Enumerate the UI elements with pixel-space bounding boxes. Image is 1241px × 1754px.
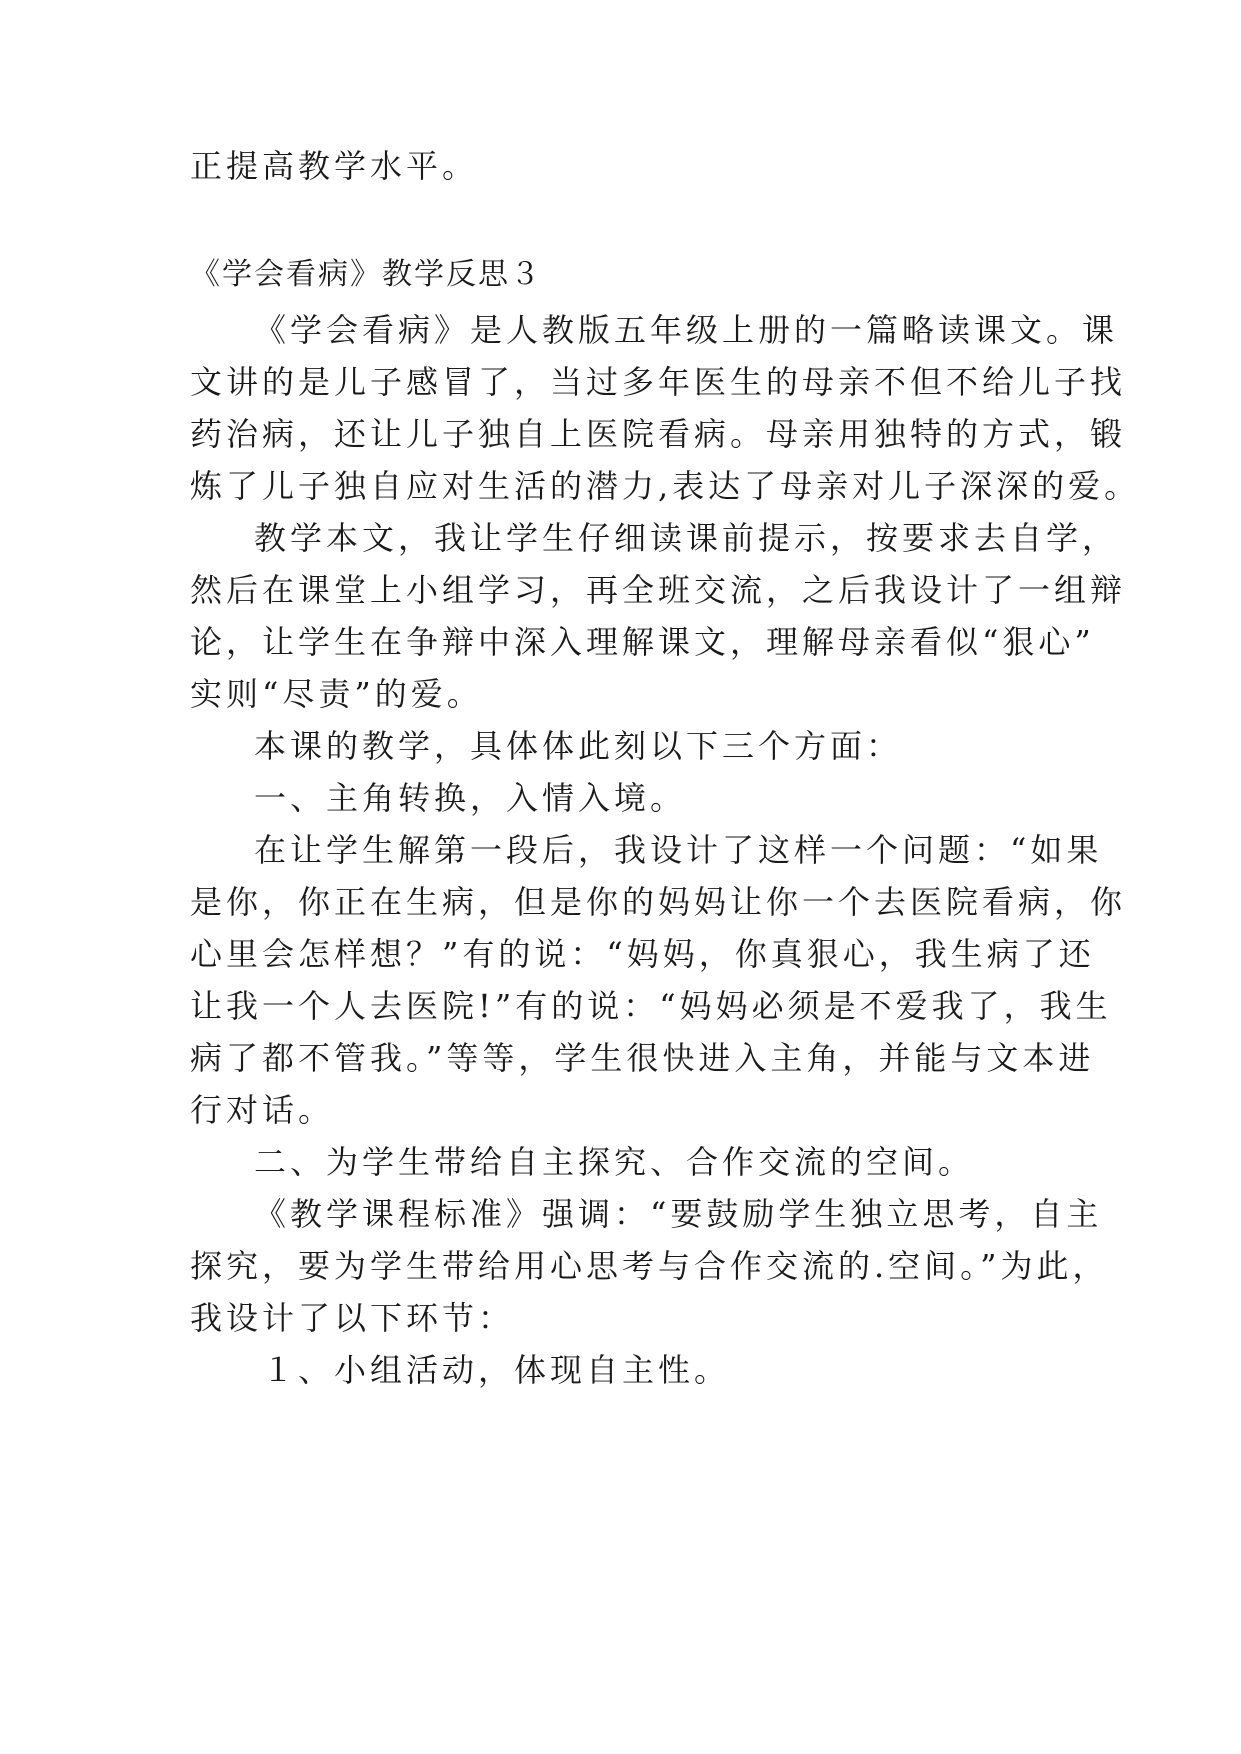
- paragraph-line: 文讲的是儿子感冒了，当过多年医生的母亲不但不给儿子找: [190, 363, 1127, 401]
- list-item-line: １、小组活动，体现自主性。: [262, 1351, 731, 1389]
- paragraph-line: 让我一个人去医院!”有的说：“妈妈必须是不爱我了，我生: [190, 987, 1112, 1025]
- subheading-line: 一、主角转换，入情入境。: [254, 779, 687, 817]
- paragraph-line: 心里会怎样想？”有的说：“妈妈，你真狠心，我生病了还: [190, 935, 1095, 973]
- paragraph-line: 炼了儿子独自应对生活的潜力,表达了母亲对儿子深深的爱。: [190, 467, 1141, 505]
- paragraph-line: 论，让学生在争辩中深入理解课文，理解母亲看似“狠心”: [190, 623, 1095, 661]
- paragraph-line: 探究，要为学生带给用心思考与合作交流的.空间。”为此，: [190, 1247, 1109, 1285]
- paragraph-line: 药治病，还让儿子独自上医院看病。母亲用独特的方式，锻: [190, 415, 1127, 453]
- paragraph-line: 本课的教学，具体体此刻以下三个方面：: [254, 727, 903, 765]
- paragraph-line: 病了都不管我。”等等，学生很快进入主角，并能与文本进: [190, 1039, 1095, 1077]
- subheading-line: 二、为学生带给自主探究、合作交流的空间。: [254, 1143, 975, 1181]
- paragraph-line: 《教学课程标准》强调：“要鼓励学生独立思考，自主: [254, 1195, 1103, 1233]
- paragraph-line: 我设计了以下环节：: [190, 1299, 515, 1337]
- paragraph-line: 实则“尽责”的爱。: [190, 675, 483, 713]
- paragraph-line: 然后在课堂上小组学习，再全班交流，之后我设计了一组辩: [190, 571, 1127, 609]
- paragraph-line: 行对话。: [190, 1091, 335, 1129]
- paragraph-line: 在让学生解第一段后，我设计了这样一个问题：“如果: [254, 831, 1103, 869]
- carryover-line: 正提高教学水平。: [190, 147, 479, 185]
- paragraph-line: 教学本文，我让学生仔细读课前提示，按要求去自学，: [254, 519, 1119, 557]
- section-title: 《学会看病》教学反思３: [190, 257, 542, 292]
- paragraph-line: 是你，你正在生病，但是你的妈妈让你一个去医院看病，你: [190, 883, 1127, 921]
- paragraph-line: 《学会看病》是人教版五年级上册的一篇略读课文。课: [254, 311, 1119, 349]
